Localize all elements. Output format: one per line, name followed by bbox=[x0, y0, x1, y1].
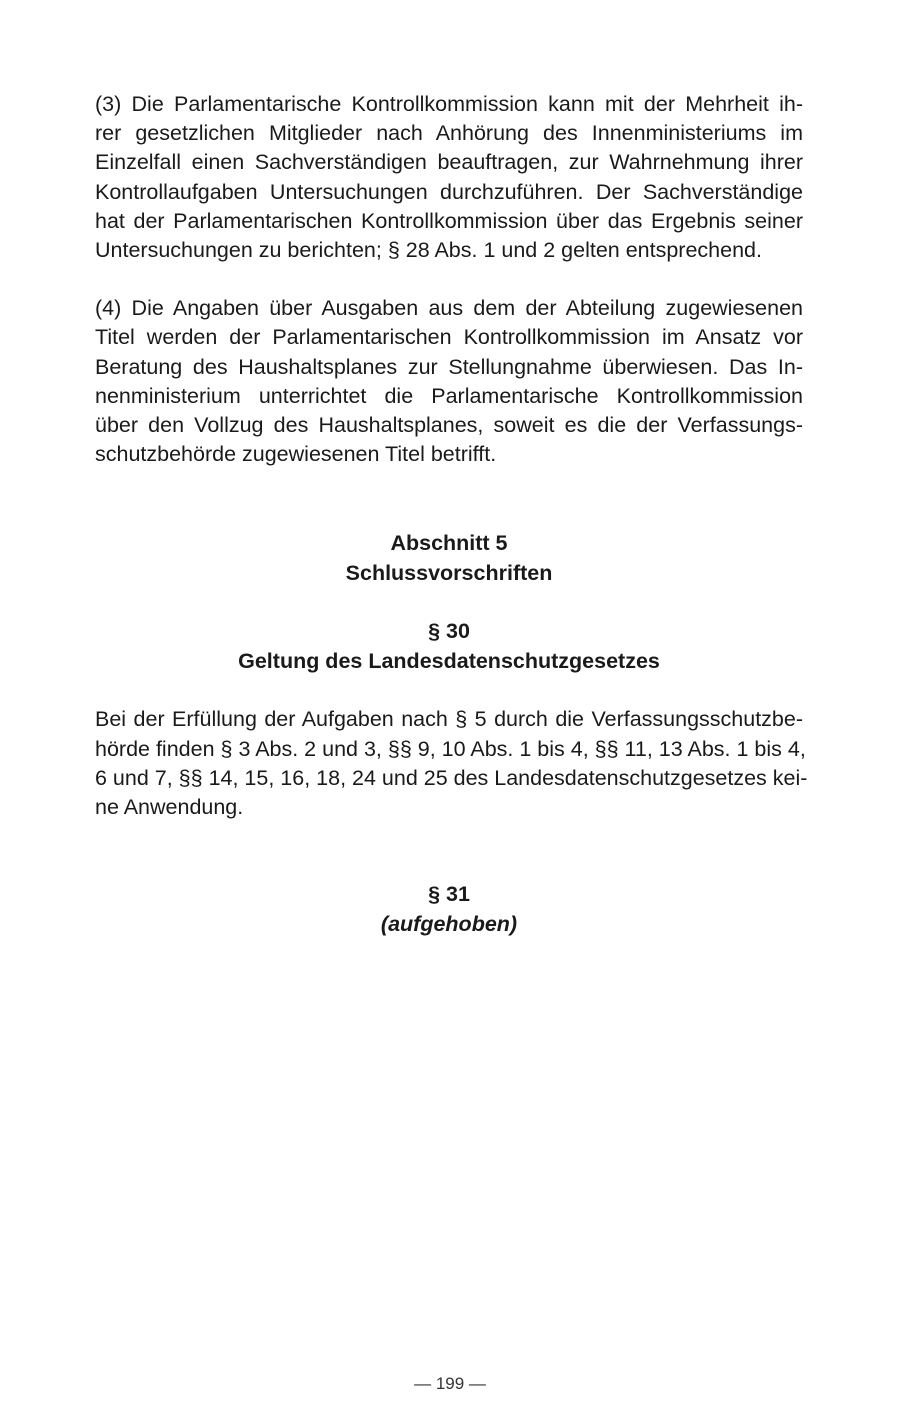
paragraph-line: Einzelfall einen Sachverständigen beauftragen, zur Wahrnehmung ihrer bbox=[95, 150, 803, 175]
paragraph-line: rer gesetzlichen Mitglieder nach Anhörung des Innenministeriums im bbox=[95, 121, 803, 146]
paragraph-line: (4) Die Angaben über Ausgaben aus dem der Abteilung zugewiesenen bbox=[95, 296, 803, 321]
paragraph-line: 6 und 7, §§ 14, 15, 16, 18, 24 und 25 des Landesdatenschutzgesetzes kei- bbox=[95, 765, 808, 790]
section-label: Abschnitt 5 bbox=[390, 531, 508, 556]
paragraph-3 bbox=[95, 90, 803, 265]
paragraph-line: hat der Parlamentarischen Kontrollkommission über das Ergebnis seiner bbox=[95, 208, 803, 233]
document-page bbox=[95, 90, 808, 939]
page-number: — 199 — bbox=[414, 1374, 486, 1393]
article-30-title: Geltung des Landesdatenschutzgesetzes bbox=[238, 648, 660, 673]
paragraph-line: schutzbehörde zugewiesenen Titel betrifft. bbox=[95, 442, 497, 467]
paragraph-line: Kontrollaufgaben Untersuchungen durchzuführen. Der Sachverständige bbox=[95, 179, 803, 204]
paragraph-line: ne Anwendung. bbox=[95, 795, 244, 820]
article-31-title: (aufgehoben) bbox=[380, 911, 518, 936]
paragraph-4 bbox=[95, 294, 803, 469]
paragraph-line: über den Vollzug des Haushaltsplanes, soweit es die der Verfassungs- bbox=[95, 413, 803, 438]
paragraph-line: nenministerium unterrichtet die Parlamentarische Kontrollkommission bbox=[95, 383, 803, 408]
paragraph-line: Beratung des Haushaltsplanes zur Stellungnahme überwiesen. Das In- bbox=[95, 354, 803, 379]
paragraph-line: hörde finden § 3 Abs. 2 und 3, §§ 9, 10 Abs. 1 bis 4, §§ 11, 13 Abs. 1 bis 4, bbox=[95, 736, 806, 761]
paragraph-line: Bei der Erfüllung der Aufgaben nach § 5 durch die Verfassungsschutzbe- bbox=[95, 707, 803, 732]
paragraph-line: Titel werden der Parlamentarischen Kontrollkommission im Ansatz vor bbox=[95, 325, 803, 350]
article-30-body bbox=[95, 705, 808, 822]
section-title: Schlussvorschriften bbox=[345, 560, 553, 585]
paragraph-line: (3) Die Parlamentarische Kontrollkommission kann mit der Mehrheit ih- bbox=[95, 92, 803, 116]
article-30-label: § 30 bbox=[428, 619, 470, 644]
article-31-label: § 31 bbox=[428, 882, 470, 907]
paragraph-line: Untersuchungen zu berichten; § 28 Abs. 1 und 2 gelten entsprechend. bbox=[95, 238, 762, 263]
